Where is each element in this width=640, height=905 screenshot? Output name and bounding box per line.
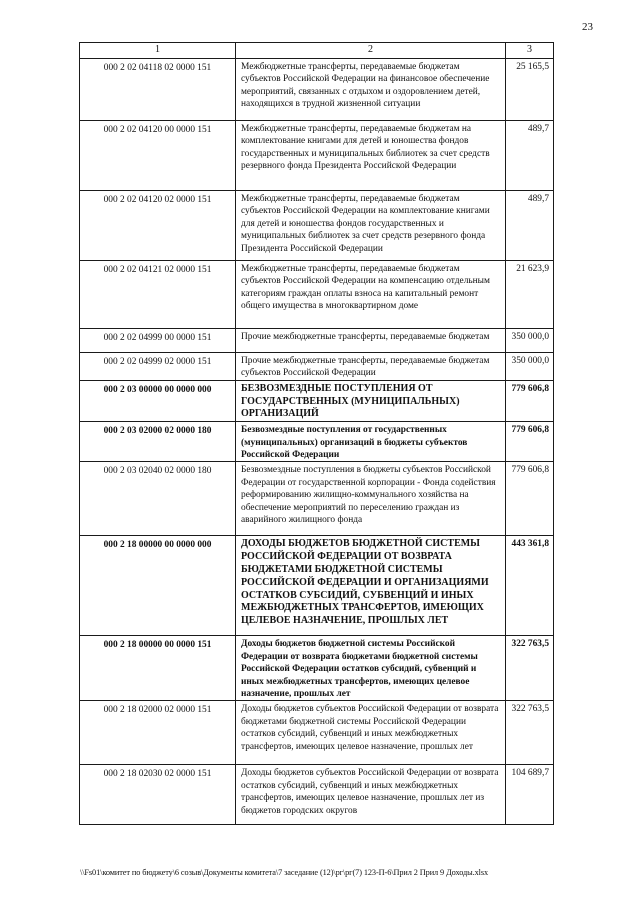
name-cell: Межбюджетные трансферты, передаваемые бюджетам субъектов Российской Федерации на финансовое обеспечение мероприятий, связанных с отдыхом и оздоровлением детей, находящихся в трудной жизненной ситуации <box>236 59 506 121</box>
amount-cell: 489,7 <box>506 191 554 261</box>
code-cell: 000 2 02 04118 02 0000 151 <box>80 59 236 121</box>
code-cell: 000 2 18 02030 02 0000 151 <box>80 765 236 825</box>
amount-cell: 489,7 <box>506 121 554 191</box>
amount-cell: 350 000,0 <box>506 329 554 353</box>
name-cell: Доходы бюджетов субъектов Российской Федерации от возврата бюджетами бюджетной системы Российской Федерации остатков субсидий, субвенций и иных межбюджетных трансфертов, имеющих целевое назначение, прошлых лет <box>236 701 506 765</box>
name-cell: Безвозмездные поступления в бюджеты субъектов Российской Федерации от государственной корпорации - Фонда содействия реформированию жилищно-коммунального хозяйства на обеспечение мероприятий по переселению граждан из аварийного жилищного фонда <box>236 462 506 536</box>
code-cell: 000 2 03 00000 00 0000 000 <box>80 380 236 421</box>
name-cell: Безвозмездные поступления от государственных (муниципальных) организаций в бюджеты субъектов Российской Федерации <box>236 422 506 462</box>
amount-cell: 25 165,5 <box>506 59 554 121</box>
page-number: 23 <box>582 21 593 33</box>
name-cell: Межбюджетные трансферты, передаваемые бюджетам субъектов Российской Федерации на комплектование книгами для детей и юношества фондов государственных и муниципальных библиотек за счет средств резервного фонда Президента Российской Федерации <box>236 191 506 261</box>
file-path-footer: \\Fs01\комитет по бюджету\6 созыв\Документы комитета\7 заседание (12)\рг\рг(7) 123-П-6\Прил 2 Прил 9 Доходы.xlsx <box>80 868 489 877</box>
amount-cell: 322 763,5 <box>506 636 554 701</box>
table-row <box>80 121 554 191</box>
table-row <box>80 701 554 765</box>
name-cell: Доходы бюджетов бюджетной системы Российской Федерации от возврата бюджетами бюджетной системы Российской Федерации остатков субсидий, субвенций и иных межбюджетных трансфертов, имеющих целевое назначение, прошлых лет <box>236 636 506 701</box>
table-row <box>80 422 554 462</box>
amount-cell: 779 606,8 <box>506 380 554 421</box>
name-cell: БЕЗВОЗМЕЗДНЫЕ ПОСТУПЛЕНИЯ ОТ ГОСУДАРСТВЕННЫХ (МУНИЦИПАЛЬНЫХ) ОРГАНИЗАЦИЙ <box>236 380 506 421</box>
table-row <box>80 191 554 261</box>
code-cell: 000 2 02 04121 02 0000 151 <box>80 261 236 329</box>
amount-cell: 104 689,7 <box>506 765 554 825</box>
name-cell: Межбюджетные трансферты, передаваемые бюджетам на комплектование книгами для детей и юношества фондов государственных и муниципальных библиотек за счет средств резервного фонда Президента Российской Федерации <box>236 121 506 191</box>
code-cell: 000 2 18 02000 02 0000 151 <box>80 701 236 765</box>
table-row <box>80 765 554 825</box>
code-cell: 000 2 18 00000 00 0000 151 <box>80 636 236 701</box>
name-cell: Межбюджетные трансферты, передаваемые бюджетам субъектов Российской Федерации на компенсацию отдельным категориям граждан оплаты взноса на капитальный ремонт общего имущества в многоквартирном доме <box>236 261 506 329</box>
name-cell: ДОХОДЫ БЮДЖЕТОВ БЮДЖЕТНОЙ СИСТЕМЫ РОССИЙСКОЙ ФЕДЕРАЦИИ ОТ ВОЗВРАТА БЮДЖЕТАМИ БЮДЖЕТНОЙ СИСТЕМЫ РОССИЙСКОЙ ФЕДЕРАЦИИ И ОРГАНИЗАЦИЯМИ ОСТАТКОВ СУБСИДИЙ, СУБВЕНЦИЙ И ИНЫХ МЕЖБЮДЖЕТНЫХ ТРАНСФЕРТОВ, ИМЕЮЩИХ ЦЕЛЕВОЕ НАЗНАЧЕНИЕ, ПРОШЛЫХ ЛЕТ <box>236 536 506 636</box>
amount-cell: 322 763,5 <box>506 701 554 765</box>
table-row <box>80 536 554 636</box>
table-row <box>80 329 554 353</box>
name-cell: Доходы бюджетов субъектов Российской Федерации от возврата остатков субсидий, субвенций и иных межбюджетных трансфертов, имеющих целевое назначение, прошлых лет из бюджетов городских округов <box>236 765 506 825</box>
amount-cell: 779 606,8 <box>506 462 554 536</box>
table-row <box>80 636 554 701</box>
amount-cell: 443 361,8 <box>506 536 554 636</box>
code-cell: 000 2 03 02040 02 0000 180 <box>80 462 236 536</box>
amount-cell: 779 606,8 <box>506 422 554 462</box>
table-header-row <box>80 43 554 59</box>
header-col-2: 2 <box>236 43 506 59</box>
table-row <box>80 261 554 329</box>
table-row <box>80 380 554 421</box>
code-cell: 000 2 02 04120 00 0000 151 <box>80 121 236 191</box>
name-cell: Прочие межбюджетные трансферты, передаваемые бюджетам субъектов Российской Федерации <box>236 353 506 381</box>
code-cell: 000 2 02 04999 00 0000 151 <box>80 329 236 353</box>
code-cell: 000 2 03 02000 02 0000 180 <box>80 422 236 462</box>
header-col-1: 1 <box>80 43 236 59</box>
name-cell: Прочие межбюджетные трансферты, передаваемые бюджетам <box>236 329 506 353</box>
code-cell: 000 2 02 04999 02 0000 151 <box>80 353 236 381</box>
table-row <box>80 353 554 381</box>
amount-cell: 350 000,0 <box>506 353 554 381</box>
amount-cell: 21 623,9 <box>506 261 554 329</box>
revenue-table <box>79 42 554 825</box>
table-row <box>80 462 554 536</box>
code-cell: 000 2 18 00000 00 0000 000 <box>80 536 236 636</box>
code-cell: 000 2 02 04120 02 0000 151 <box>80 191 236 261</box>
header-col-3: 3 <box>506 43 554 59</box>
table-row <box>80 59 554 121</box>
